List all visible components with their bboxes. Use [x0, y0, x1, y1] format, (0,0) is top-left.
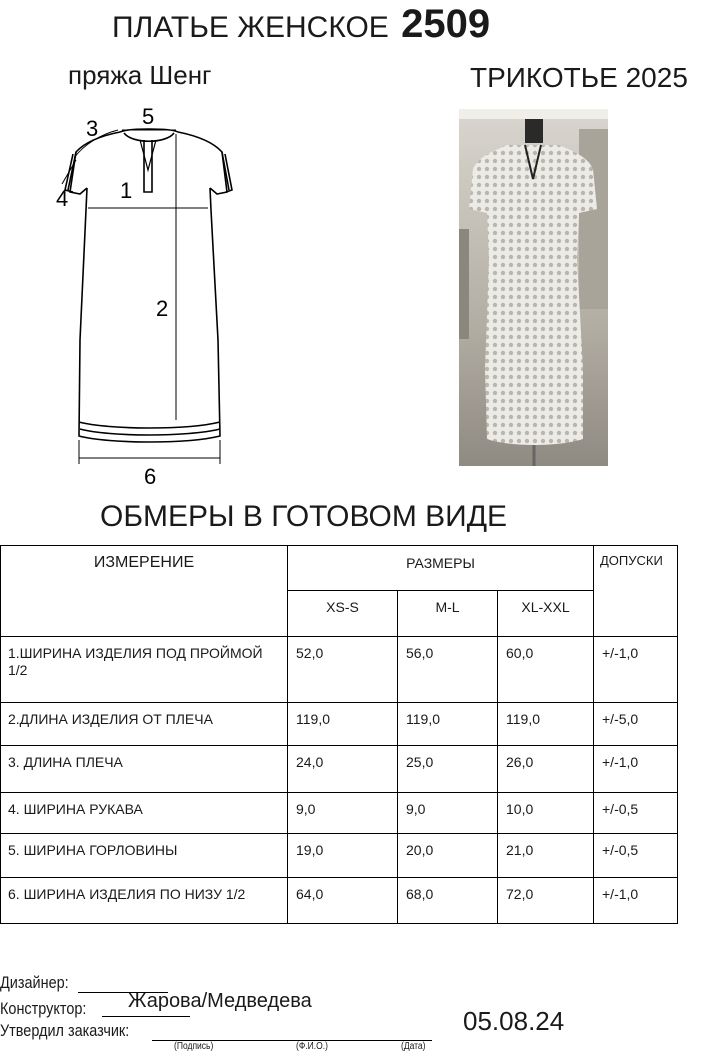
row-tolerance: +/-1,0: [594, 746, 678, 793]
row-value: 72,0: [498, 878, 594, 924]
row-value: 60,0: [498, 637, 594, 703]
row-value: 10,0: [498, 793, 594, 834]
title-text: ПЛАТЬЕ ЖЕНСКОЕ: [112, 11, 389, 44]
sub-label-date: (Дата): [401, 1041, 426, 1052]
row-value: 9,0: [288, 793, 398, 834]
row-name: 5. ШИРИНА ГОРЛОВИНЫ: [1, 834, 288, 878]
row-value: 19,0: [288, 834, 398, 878]
sub-label-name: (Ф.И.О.): [296, 1041, 328, 1052]
sketch-label-5: 5: [142, 104, 155, 129]
row-value: 56,0: [398, 637, 498, 703]
row-value: 21,0: [498, 834, 594, 878]
row-tolerance: +/-5,0: [594, 703, 678, 746]
document-date: 05.08.24: [463, 1006, 565, 1036]
row-value: 24,0: [288, 746, 398, 793]
measurements-table: [0, 545, 678, 924]
table-row: [1, 637, 678, 703]
size-xl-xxl: XL-XXL: [498, 590, 594, 636]
row-tolerance: +/-1,0: [594, 878, 678, 924]
header-measurement: ИЗМЕРЕНИЕ: [1, 546, 288, 637]
row-value: 119,0: [288, 703, 398, 746]
row-value: 68,0: [398, 878, 498, 924]
row-value: 26,0: [498, 746, 594, 793]
row-tolerance: +/-1,0: [594, 637, 678, 703]
designer-label: Дизайнер:: [0, 973, 69, 992]
document-title: [112, 2, 490, 47]
sub-label-signature: (Подпись): [174, 1041, 214, 1052]
row-value: 20,0: [398, 834, 498, 878]
yarn-label: пряжа Шенг: [68, 60, 212, 90]
sketch-label-2: 2: [156, 296, 169, 321]
sketch-label-3: 3: [86, 116, 99, 141]
product-photo: [459, 109, 608, 466]
approved-label: Утвердил заказчик:: [0, 1021, 130, 1040]
header-sizes: РАЗМЕРЫ: [288, 546, 594, 591]
row-tolerance: +/-0,5: [594, 834, 678, 878]
dress-technical-sketch: [40, 100, 250, 490]
row-value: 64,0: [288, 878, 398, 924]
row-value: 9,0: [398, 793, 498, 834]
model-number: 2509: [401, 2, 491, 46]
row-tolerance: +/-0,5: [594, 793, 678, 834]
row-name: 4. ШИРИНА РУКАВА: [1, 793, 288, 834]
measurements-title: ОБМЕРЫ В ГОТОВОМ ВИДЕ: [100, 500, 508, 533]
collection-label: ТРИКОТЬЕ 2025: [470, 62, 688, 93]
row-value: 52,0: [288, 637, 398, 703]
table-row: [1, 746, 678, 793]
constructor-label: Конструктор:: [0, 999, 87, 1018]
sketch-label-4: 4: [56, 186, 69, 211]
table-row: [1, 793, 678, 834]
sketch-label-6: 6: [144, 464, 157, 489]
header-tolerance: ДОПУСКИ: [594, 546, 678, 637]
size-m-l: M-L: [398, 590, 498, 636]
constructor-signature-line: [102, 1016, 190, 1017]
row-name: 2.ДЛИНА ИЗДЕЛИЯ ОТ ПЛЕЧА: [1, 703, 288, 746]
row-name: 3. ДЛИНА ПЛЕЧА: [1, 746, 288, 793]
row-name: 6. ШИРИНА ИЗДЕЛИЯ ПО НИЗУ 1/2: [1, 878, 288, 924]
row-name: 1.ШИРИНА ИЗДЕЛИЯ ПОД ПРОЙМОЙ 1/2: [1, 637, 288, 703]
row-value: 119,0: [498, 703, 594, 746]
sketch-label-1: 1: [120, 178, 133, 203]
size-xs-s: XS-S: [288, 590, 398, 636]
row-value: 25,0: [398, 746, 498, 793]
table-row: [1, 878, 678, 924]
table-row: [1, 703, 678, 746]
table-row: [1, 834, 678, 878]
row-value: 119,0: [398, 703, 498, 746]
constructor-name: Жарова/Медведева: [128, 990, 312, 1012]
